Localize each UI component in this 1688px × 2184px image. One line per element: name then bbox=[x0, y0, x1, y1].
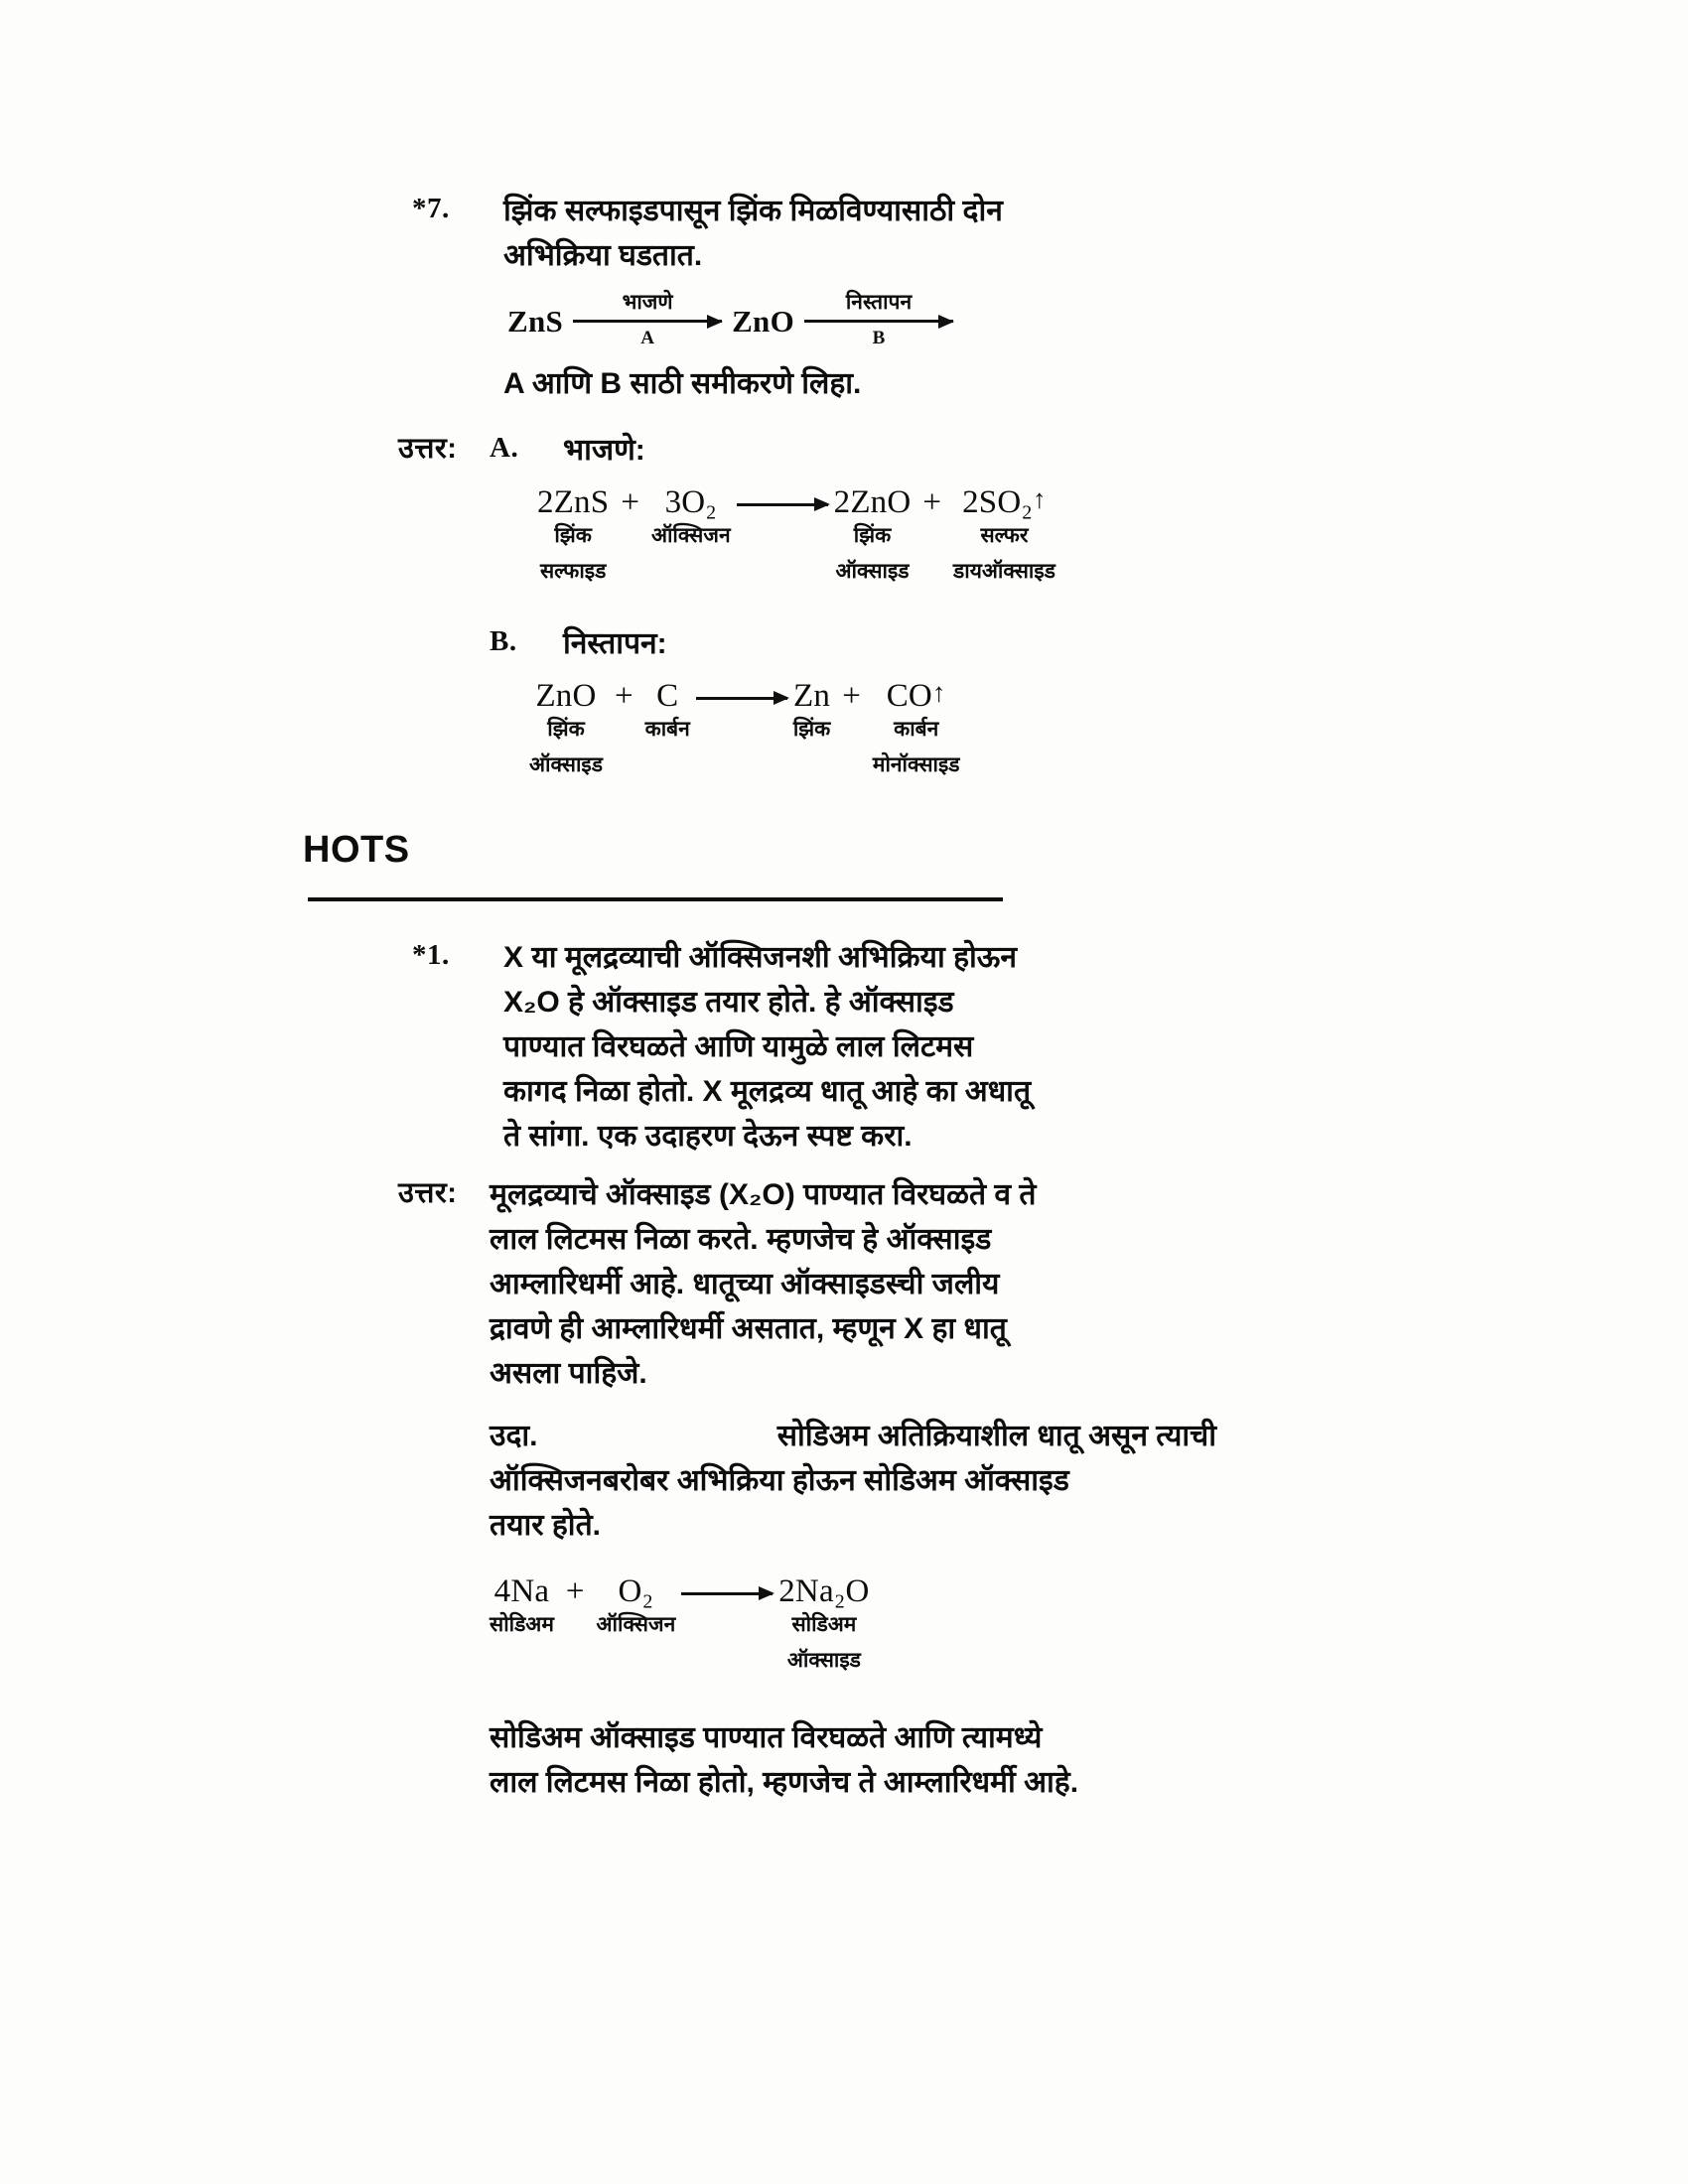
term-name-line2: मोनॉक्साइड bbox=[872, 753, 960, 777]
term-name-line2: डायऑक्साइड bbox=[953, 560, 1055, 584]
term-symbol: O₂ bbox=[618, 1572, 654, 1609]
hots-example-block bbox=[490, 1414, 1216, 1548]
answer-line: द्रावणे ही आम्लारिधर्मी असतात, म्हणून X हा धातू bbox=[490, 1311, 1007, 1345]
equation-term bbox=[645, 678, 690, 745]
hots-question-1-marker: *1. bbox=[412, 938, 450, 971]
term-name-line1: सोडिअम bbox=[791, 1612, 857, 1636]
term-name-line1: ऑक्सिजन bbox=[650, 523, 731, 547]
term-name-line2: सल्फाइड bbox=[539, 560, 607, 584]
reaction-arrow-icon bbox=[696, 678, 787, 714]
closing-line: लाल लिटमस निळा होतो, म्हणजेच ते आम्लारिधर्मी आहे. bbox=[490, 1766, 1079, 1800]
part-b-label: B. bbox=[490, 624, 517, 657]
hots-answer-1-body bbox=[490, 1172, 1216, 1806]
plus-operator: + bbox=[621, 483, 639, 520]
answer-line: आम्लारिधर्मी आहे. धातूच्या ऑक्साइडस्ची जलीय bbox=[490, 1267, 1000, 1300]
equation-calcination bbox=[529, 678, 1216, 781]
prompt-line: कागद निळा होतो. X मूलद्रव्य धातू आहे का अधातू bbox=[503, 1074, 1032, 1108]
part-a-label: A. bbox=[490, 431, 519, 464]
example-line: उदा. सोडिअम अतिक्रियाशील धातू असून त्याची bbox=[490, 1414, 1216, 1458]
arrow-2-label-bottom: B bbox=[872, 328, 886, 349]
answer-7 bbox=[398, 428, 1216, 781]
equation-term bbox=[953, 484, 1055, 588]
answer-line: लाल लिटमस निळा करते. म्हणजेच हे ऑक्साइड bbox=[490, 1222, 992, 1256]
reaction-scheme bbox=[503, 292, 1216, 351]
equation-sodium-oxide bbox=[490, 1573, 1216, 1677]
term-name-line1: कार्बन bbox=[894, 717, 939, 741]
term-symbol: CO↑ bbox=[886, 677, 946, 714]
prompt-line: झिंक सल्फाइडपासून झिंक मिळविण्यासाठी दोन bbox=[503, 195, 1003, 227]
equation-term bbox=[597, 1573, 676, 1640]
arrow-1-label-top: भाजणे bbox=[622, 291, 673, 314]
hots-answer-1-marker: उत्तर: bbox=[398, 1176, 458, 1209]
term-symbol: C bbox=[656, 677, 679, 714]
term-symbol: 2Na₂O bbox=[778, 1572, 870, 1609]
term-name-line1: ऑक्सिजन bbox=[596, 1612, 676, 1636]
answer-line: असला पाहिजे. bbox=[490, 1356, 647, 1390]
scheme-arrow-1 bbox=[573, 292, 722, 351]
example-line: ऑक्सिजनबरोबर अभिक्रिया होऊन सोडिअम ऑक्साइड bbox=[490, 1463, 1069, 1497]
term-name-line2: ऑक्साइड bbox=[786, 1648, 861, 1672]
arrow-1-label-bottom: A bbox=[640, 328, 654, 349]
plus-operator: + bbox=[922, 483, 942, 520]
answer-line: मूलद्रव्याचे ऑक्साइड (X₂O) पाण्यात विरघळते व ते bbox=[490, 1177, 1037, 1211]
prompt-line: X₂O हे ऑक्साइड तयार होते. हे ऑक्साइड bbox=[503, 985, 954, 1019]
term-symbol: 2ZnS bbox=[537, 483, 610, 520]
arrow-2-line-icon bbox=[804, 315, 953, 328]
question-7-instruction: A आणि B साठी समीकरणे लिहा. bbox=[503, 366, 862, 400]
answer-7-marker: उत्तर: bbox=[398, 432, 458, 465]
term-symbol: 2ZnO bbox=[833, 483, 912, 520]
term-name-line2: ऑक्साइड bbox=[835, 560, 910, 584]
example-label: उदा. bbox=[490, 1419, 538, 1452]
equation-term bbox=[537, 484, 609, 588]
plus-operator: + bbox=[565, 1572, 585, 1609]
term-name-line1: सोडिअम bbox=[490, 1612, 554, 1636]
term-symbol: Zn bbox=[793, 677, 831, 714]
term-symbol: 4Na bbox=[493, 1572, 550, 1609]
scheme-start-formula: ZnS bbox=[507, 303, 564, 339]
section-divider bbox=[308, 897, 1003, 901]
arrow-1-line-icon bbox=[573, 315, 722, 328]
hots-answer-1-text bbox=[490, 1172, 1216, 1396]
term-symbol: 2SO₂↑ bbox=[962, 483, 1047, 520]
example-line: तयार होते. bbox=[490, 1508, 602, 1542]
hots-section-heading: HOTS bbox=[303, 828, 410, 871]
plus-operator: + bbox=[614, 677, 633, 714]
hots-closing-text bbox=[490, 1715, 1216, 1805]
term-name-line1: झिंक bbox=[547, 717, 585, 741]
term-name-line1: कार्बन bbox=[644, 717, 690, 741]
question-7-marker: *7. bbox=[412, 193, 450, 224]
equation-term bbox=[778, 1573, 869, 1677]
question-7-body bbox=[503, 189, 1216, 406]
equation-roasting bbox=[537, 484, 1216, 588]
answer-7-part-b bbox=[490, 621, 1216, 666]
term-name-line1: झिंक bbox=[554, 523, 592, 547]
page-content bbox=[303, 189, 1216, 1805]
question-7 bbox=[412, 189, 1216, 406]
prompt-line: अभिक्रिया घडतात. bbox=[503, 239, 703, 272]
equation-term bbox=[490, 1573, 554, 1640]
term-symbol: 3O₂ bbox=[664, 483, 717, 520]
equation-term bbox=[651, 484, 731, 551]
hots-question-1 bbox=[412, 935, 1216, 1159]
hots-question-1-prompt bbox=[503, 935, 1216, 1159]
part-a-title: भाजणे: bbox=[563, 433, 645, 467]
term-name-line2: ऑक्साइड bbox=[529, 753, 603, 777]
closing-line: सोडिअम ऑक्साइड पाण्यात विरघळते आणि त्यामध्ये bbox=[490, 1721, 1043, 1755]
reaction-arrow-icon bbox=[681, 1573, 773, 1609]
scheme-arrow-2 bbox=[804, 292, 953, 351]
gas-up-arrow-icon: ↑ bbox=[1033, 483, 1047, 514]
term-name-line1: झिंक bbox=[792, 717, 831, 741]
gas-up-arrow-icon: ↑ bbox=[931, 677, 946, 708]
equation-term bbox=[793, 678, 830, 745]
term-name-line1: सल्फर bbox=[980, 523, 1029, 547]
prompt-line: ते सांगा. एक उदाहरण देऊन स्पष्ट करा. bbox=[503, 1119, 913, 1153]
question-7-prompt bbox=[503, 189, 1216, 278]
hots-answer-1 bbox=[398, 1172, 1216, 1806]
plus-operator: + bbox=[842, 677, 861, 714]
equation-term bbox=[834, 484, 912, 588]
hots-question-1-body bbox=[503, 935, 1216, 1159]
prompt-line: X या मूलद्रव्याची ऑक्सिजनशी अभिक्रिया होऊन bbox=[503, 940, 1017, 974]
term-symbol: ZnO bbox=[535, 677, 597, 714]
answer-7-part-a bbox=[490, 428, 1216, 473]
part-b-title: निस्तापन: bbox=[563, 626, 667, 660]
reaction-arrow-icon bbox=[737, 484, 828, 520]
scheme-middle-formula: ZnO bbox=[732, 303, 794, 339]
equation-term bbox=[529, 678, 603, 781]
term-name-line1: झिंक bbox=[853, 523, 892, 547]
answer-7-body bbox=[490, 428, 1216, 781]
prompt-line: पाण्यात विरघळते आणि यामुळे लाल लिटमस bbox=[503, 1029, 974, 1063]
arrow-2-label-top: निस्तापन bbox=[845, 291, 913, 314]
equation-term bbox=[873, 678, 960, 781]
